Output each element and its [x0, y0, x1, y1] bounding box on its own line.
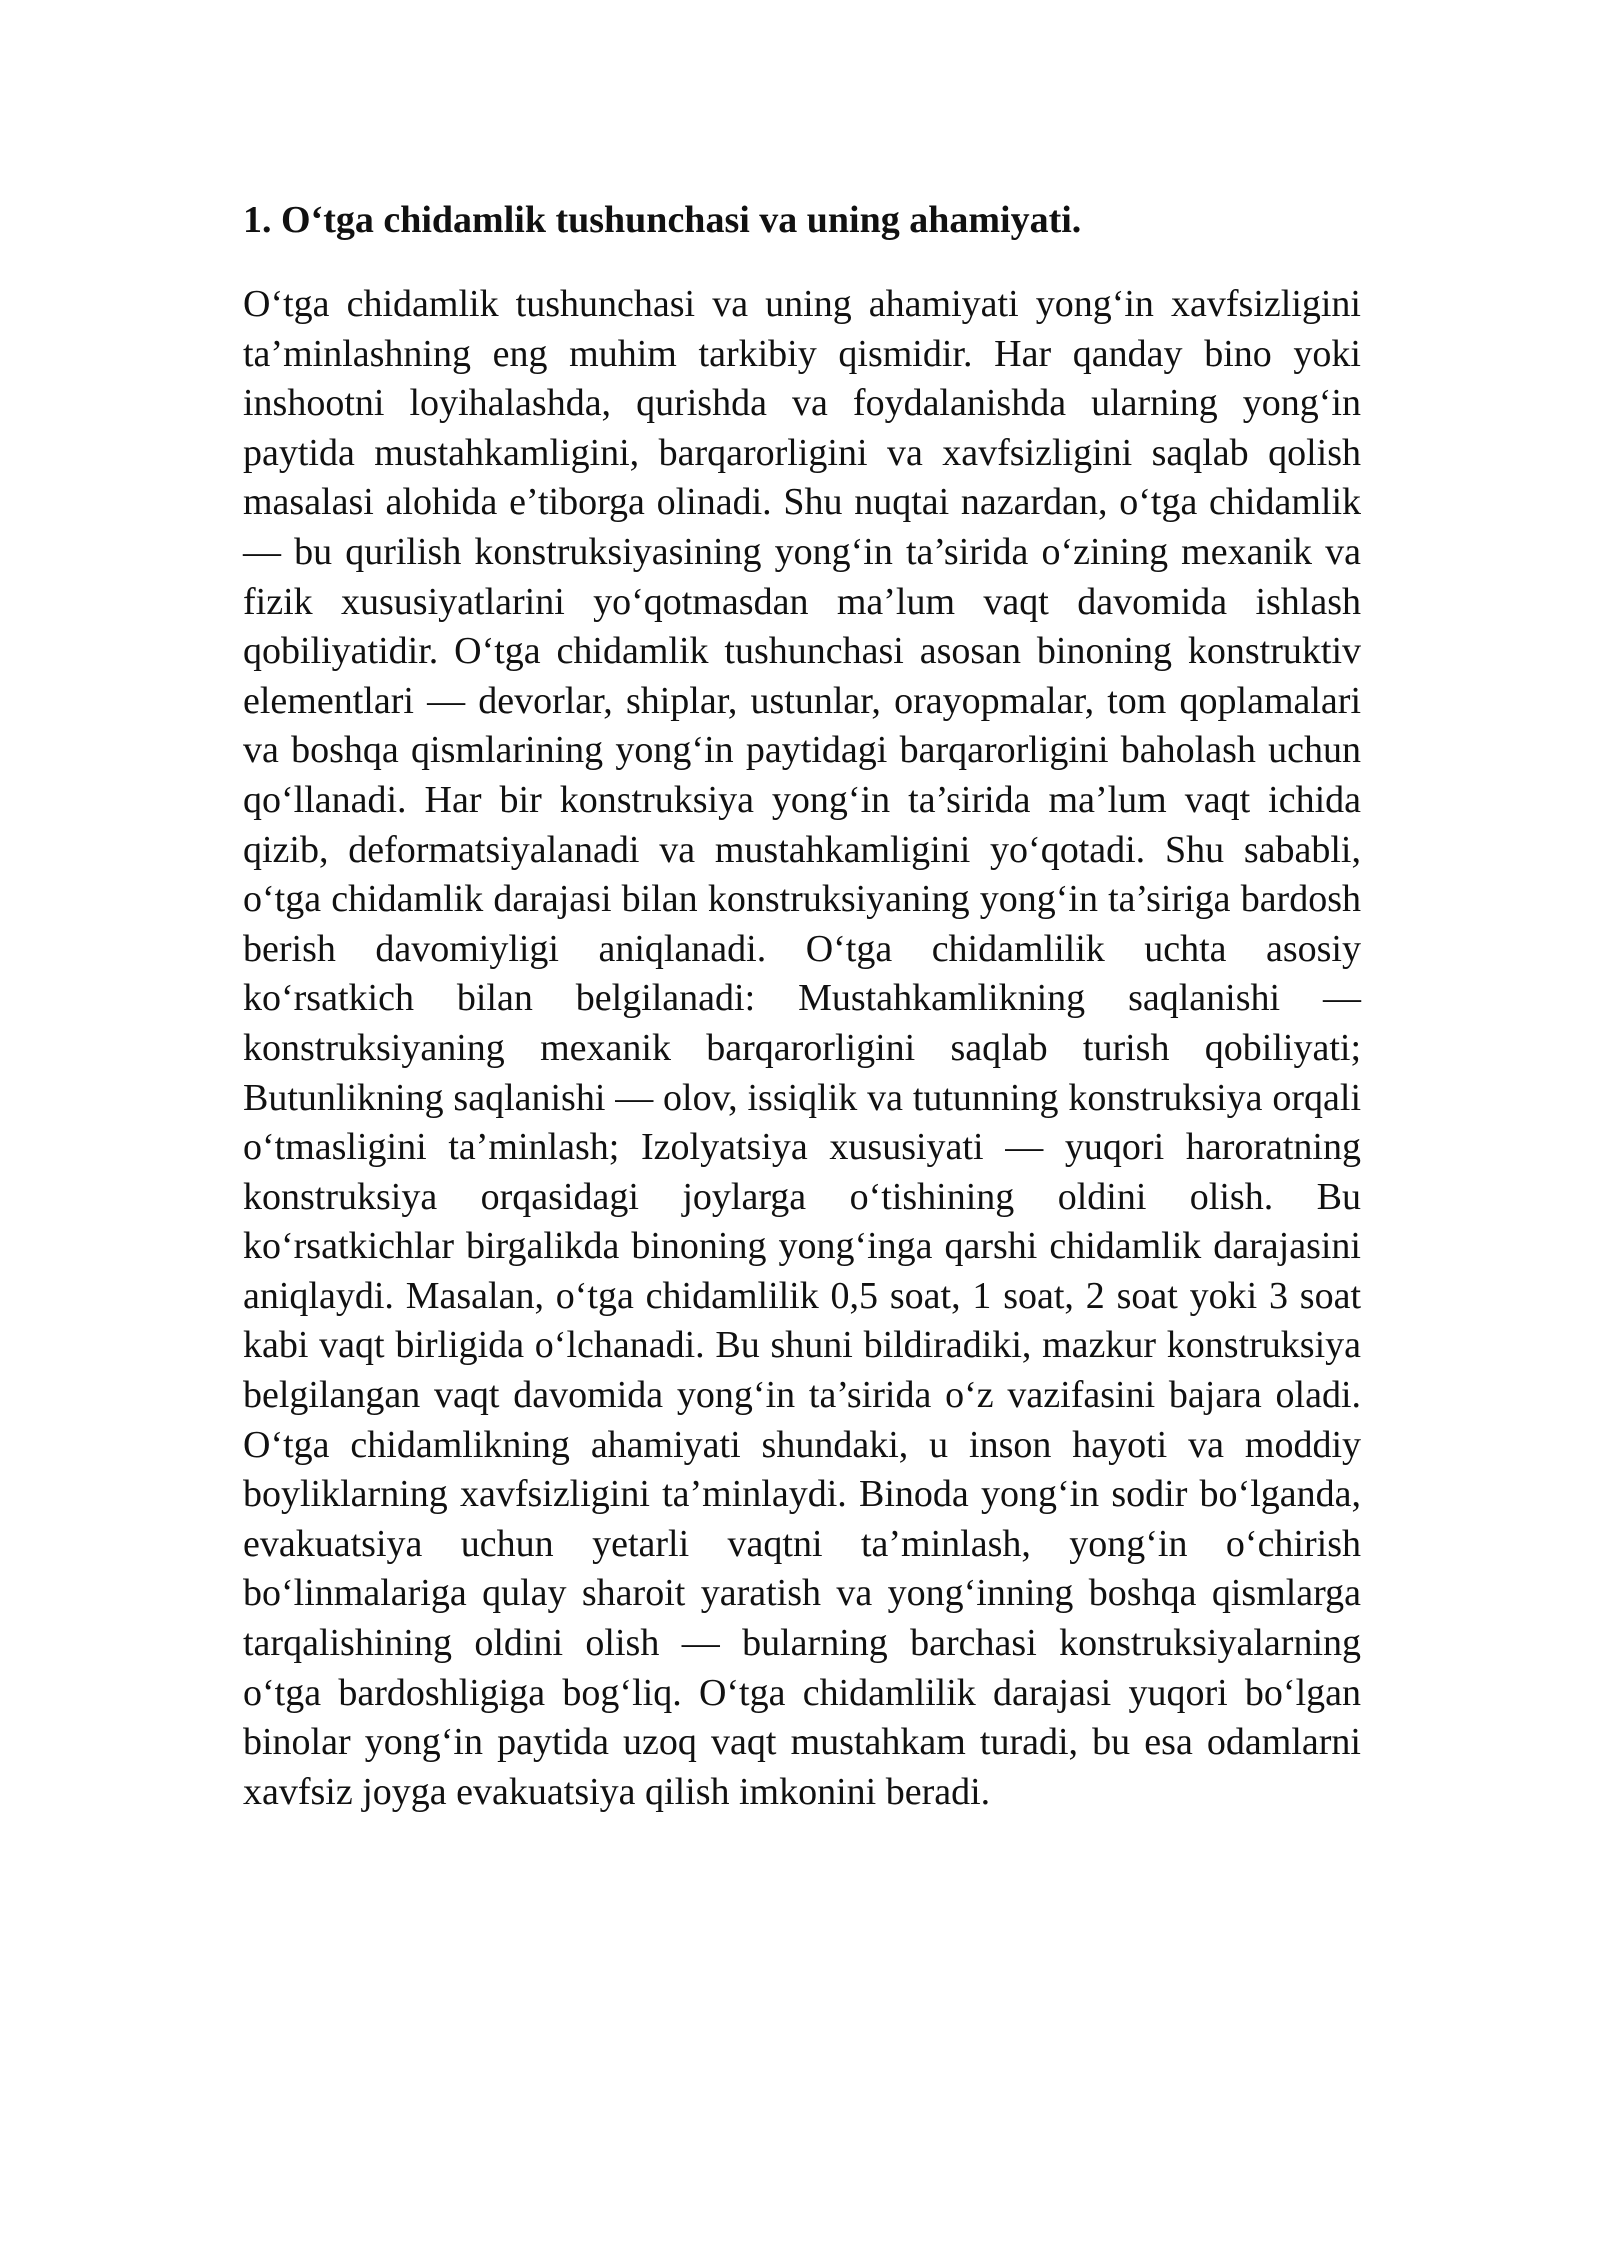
- body-paragraph: O‘tga chidamlik tushunchasi va uning ahamiyati yong‘in xavfsizligini ta’minlashning eng muhim tarkibiy qismidir. Har qanday bino yoki inshootni loyihalashda, qurishda va foydalanishda ularning yong‘in paytida mustahkamligini, barqarorligini va xavfsizligini saqlab qolish masalasi alohida e’tiborga olinadi. Shu nuqtai nazardan, o‘tga chidamlik — bu qurilish konstruksiyasining yong‘in ta’sirida o‘zining mexanik va fizik xususiyatlarini yo‘qotmasdan ma’lum vaqt davomida ishlash qobiliyatidir. O‘tga chidamlik tushunchasi asosan binoning konstruktiv elementlari — devorlar, shiplar, ustunlar, orayopmalar, tom qoplamalari va boshqa qismlarining yong‘in paytidagi barqarorligini baholash uchun qo‘llanadi. Har bir konstruksiya yong‘in ta’sirida ma’lum vaqt ichida qizib, deformatsiyalanadi va mustahkamligini yo‘qotadi. Shu sababli, o‘tga chidamlik darajasi bilan konstruksiyaning yong‘in ta’siriga bardosh berish davomiyligi aniqlanadi. O‘tga chidamlilik uchta asosiy ko‘rsatkich bilan belgilanadi: Mustahkamlikning saqlanishi — konstruksiyaning mexanik barqarorligini saqlab turish qobiliyati; Butunlikning saqlanishi — olov, issiqlik va tutunning konstruksiya orqali o‘tmasligini ta’minlash; Izolyatsiya xususiyati — yuqori haroratning konstruksiya orqasidagi joylarga o‘tishining oldini olish. Bu ko‘rsatkichlar birgalikda binoning yong‘inga qarshi chidamlik darajasini aniqlaydi. Masalan, o‘tga chidamlilik 0,5 soat, 1 soat, 2 soat yoki 3 soat kabi vaqt birligida o‘lchanadi. Bu shuni bildiradiki, mazkur konstruksiya belgilangan vaqt davomida yong‘in ta’sirida o‘z vazifasini bajara oladi. O‘tga chidamlikning ahamiyati shundaki, u inson hayoti va moddiy boyliklarning xavfsizligini ta’minlaydi. Binoda yong‘in sodir bo‘lganda, evakuatsiya uchun yetarli vaqtni ta’minlash, yong‘in o‘chirish bo‘linmalariga qulay sharoit yaratish va yong‘inning boshqa qismlarga tarqalishining oldini olish — bularning barchasi konstruksiyalarning o‘tga bardoshligiga bog‘liq. O‘tga chidamlilik darajasi yuqori bo‘lgan binolar yong‘in paytida uzoq vaqt mustahkam turadi, bu esa odamlarni xavfsiz joyga evakuatsiya qilish imkonini beradi.: [243, 283, 1361, 1813]
- section-heading: 1. O‘tga chidamlik tushunchasi va uning ahamiyati.: [243, 199, 1082, 241]
- document-content: [243, 194, 1361, 1817]
